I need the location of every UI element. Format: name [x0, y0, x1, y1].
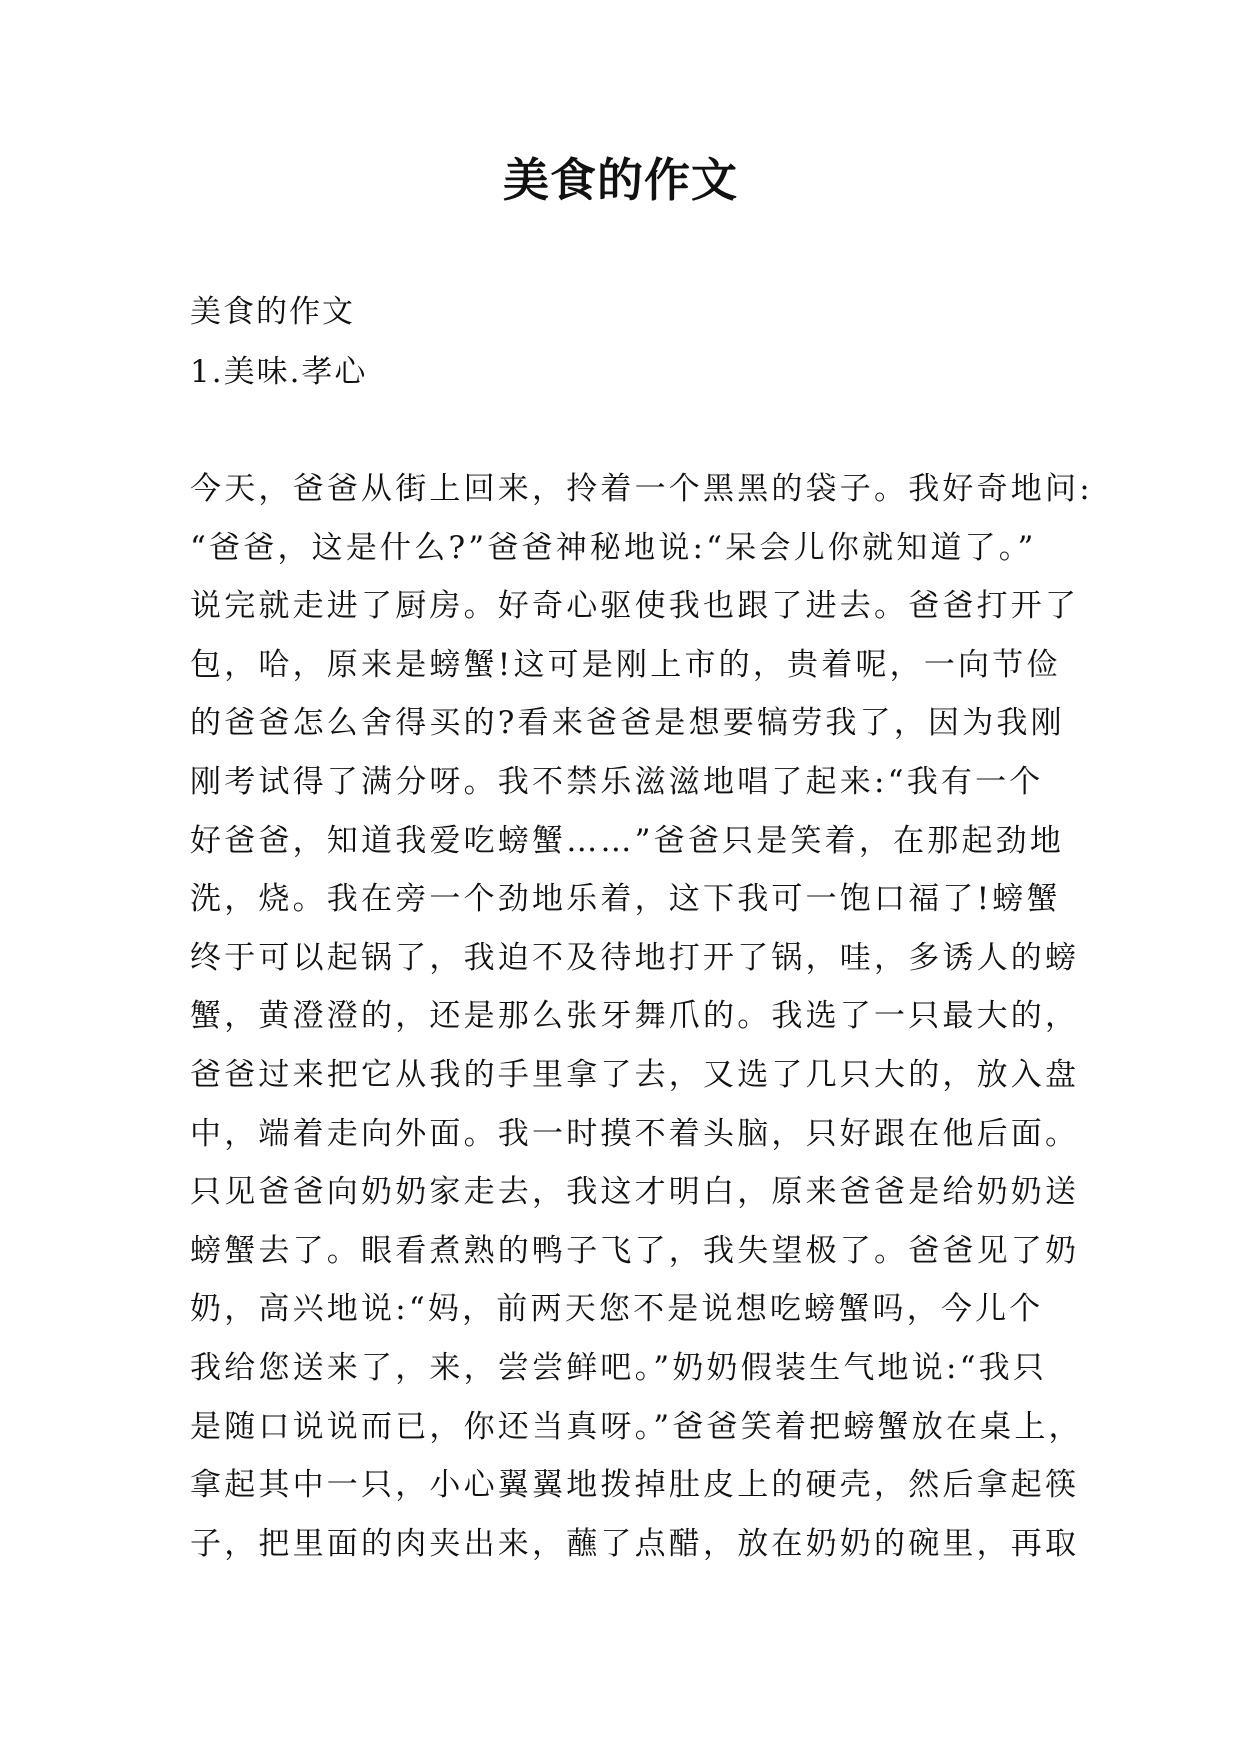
document-title: 美食的作文: [503, 153, 738, 207]
paragraph-line: 我给您送来了，来，尝尝鲜吧。”奶奶假装生气地说:“我只: [190, 1349, 1048, 1386]
paragraph-line: 终于可以起锅了，我迫不及待地打开了锅，哇，多诱人的螃: [190, 939, 1080, 976]
paragraph-line: 奶，高兴地说:“妈，前两天您不是说想吃螃蟹吗，今儿个: [190, 1291, 1044, 1328]
paragraph-spacer: [190, 402, 1060, 460]
paragraph-line: 今天，爸爸从街上回来，拎着一个黑黑的袋子。我好奇地问:: [190, 471, 1093, 507]
paragraph-line: 好爸爸，知道我爱吃螃蟹……”爸爸只是笑着，在那起劲地: [190, 822, 1065, 859]
paragraph-line: 刚考试得了满分呀。我不禁乐滋滋地唱了起来:“我有一个: [190, 763, 1044, 800]
paragraph-line: 拿起其中一只，小心翼翼地拨掉肚皮上的硬壳，然后拿起筷: [190, 1467, 1080, 1504]
paragraph-line: 的爸爸怎么舍得买的?看来爸爸是想要犒劳我了，因为我刚: [190, 705, 1065, 742]
paragraph-line: 蟹，黄澄澄的，还是那么张牙舞爪的。我选了一只最大的，: [190, 998, 1080, 1035]
paragraph-line: 说完就走进了厨房。好奇心驱使我也跟了进去。爸爸打开了: [190, 588, 1080, 625]
paragraph-line: 是随口说说而已，你还当真呀。”爸爸笑着把螃蟹放在桌上，: [190, 1408, 1083, 1445]
section-heading: 1.美味.孝心: [190, 354, 368, 390]
essay-subtitle: 美食的作文: [190, 294, 355, 330]
paragraph-line: 子，把里面的肉夹出来，蘸了点醋，放在奶奶的碗里，再取: [190, 1525, 1080, 1562]
document-body: [190, 282, 1093, 1573]
paragraph-line: 爸爸过来把它从我的手里拿了去，又选了几只大的，放入盘: [190, 1056, 1080, 1093]
paragraph-line: 中，端着走向外面。我一时摸不着头脑，只好跟在他后面。: [190, 1115, 1080, 1152]
essay-paragraph: [190, 460, 1093, 1573]
paragraph-line: 洗，烧。我在旁一个劲地乐着，这下我可一饱口福了!螃蟹: [190, 881, 1061, 918]
paragraph-line: 只见爸爸向奶奶家走去，我这才明白，原来爸爸是给奶奶送: [190, 1174, 1080, 1211]
paragraph-line: 包，哈，原来是螃蟹!这可是刚上市的，贵着呢，一向节俭: [190, 646, 1061, 683]
paragraph-line: “爸爸，这是什么?”爸爸神秘地说:“呆会儿你就知道了。”: [190, 529, 1037, 566]
paragraph-line: 螃蟹去了。眼看煮熟的鸭子飞了，我失望极了。爸爸见了奶: [190, 1232, 1080, 1269]
